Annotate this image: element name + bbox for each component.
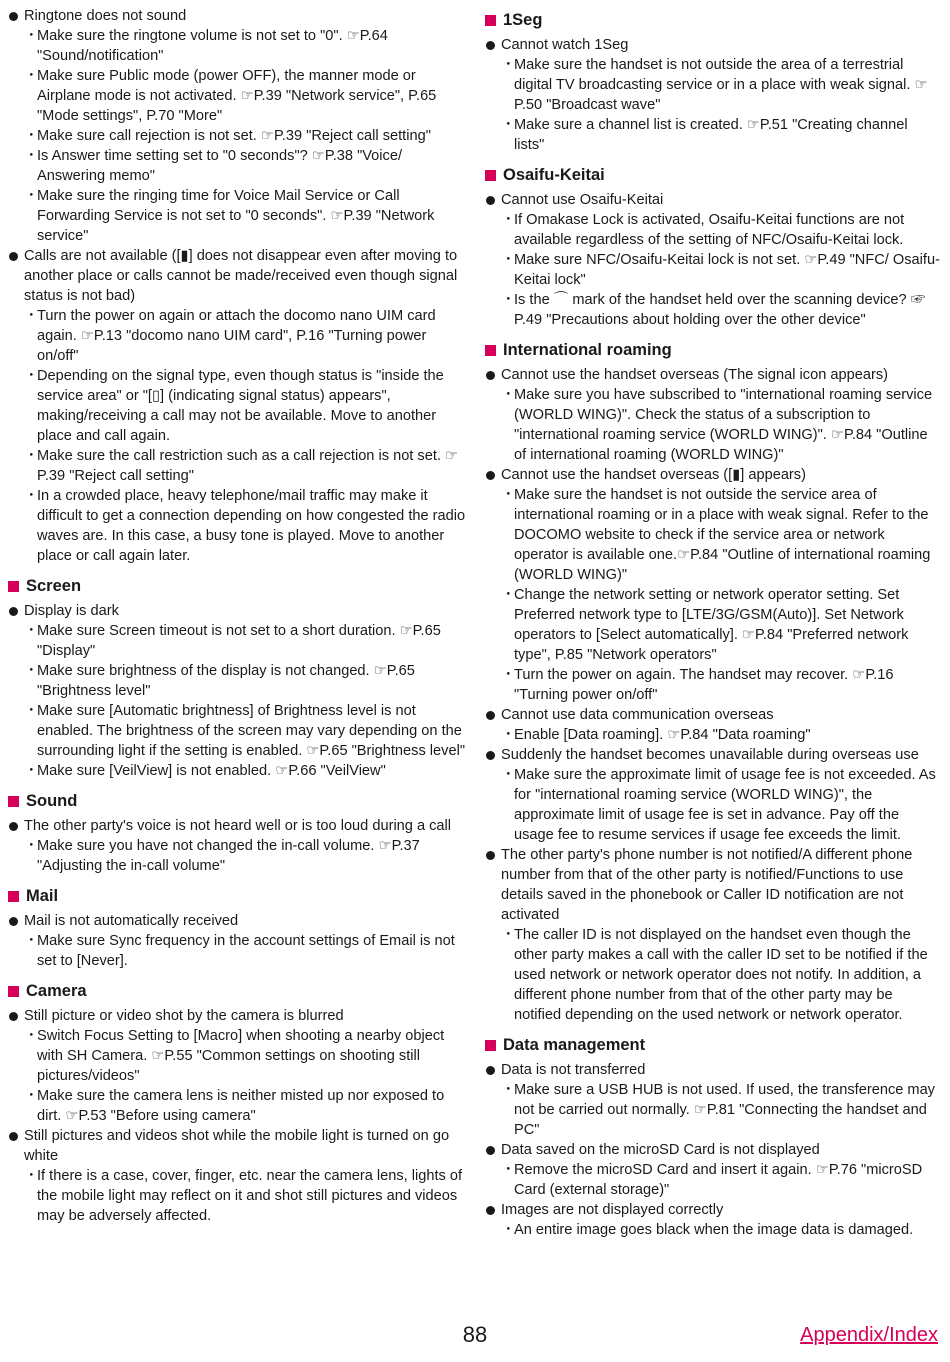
bullet-item: Cannot use data communication overseas [485, 705, 941, 725]
sub-item: ・ Make sure [VeilView] is not enabled. ☞P.66 "VeilView" [24, 763, 386, 779]
sub-item: ・ An entire image goes black when the image data is damaged. [501, 1222, 914, 1238]
square-bullet-icon [8, 986, 19, 997]
sub-item: ・ Turn the power on again or attach the docomo nano UIM card again. ☞P.13 "docomo nano UIM card", P.16 "Turning power on/off" [24, 308, 436, 364]
sub-item: ・ Make sure Screen timeout is not set to a short duration. ☞P.65 "Display" [24, 623, 441, 659]
bullet-dot-icon [9, 252, 18, 261]
bullet-item: Suddenly the handset becomes unavailable during overseas use [485, 745, 941, 765]
sub-item: ・ Is the ⌒ mark of the handset held over the scanning device? ☞P.49 "Precautions about holding over the other device" [501, 292, 926, 328]
bullet-dot-icon [9, 917, 18, 926]
section-heading: International roaming [485, 338, 941, 362]
square-bullet-icon [485, 345, 496, 356]
bullet-dot-icon [9, 822, 18, 831]
sub-item: ・ Make sure you have not changed the in-call volume. ☞P.37 "Adjusting the in-call volume" [24, 838, 420, 874]
bullet-item: Cannot watch 1Seg [485, 35, 941, 55]
square-bullet-icon [8, 581, 19, 592]
square-bullet-icon [485, 1040, 496, 1051]
sub-item: ・ Depending on the signal type, even though status is "inside the service area" or "[▯] (indicating signal status) appears", making/receiving a call may not be available. Move to another place and call again. [24, 368, 444, 444]
sub-item: ・ Make sure the handset is not outside the area of a terrestrial digital TV broadcasting service or in a place with weak signal. ☞P.50 "Broadcast wave" [501, 57, 928, 113]
right-column [485, 6, 941, 1248]
bullet-item: The other party's phone number is not notified/A different phone number from that of the other party is notified/Functions to use details saved in the phonebook or Caller ID notification are not activated [485, 845, 941, 925]
section-ringtone-calls [8, 6, 466, 566]
bullet-dot-icon [9, 607, 18, 616]
sub-item: ・ Make sure the camera lens is neither misted up nor exposed to dirt. ☞P.53 "Before using camera" [24, 1088, 445, 1124]
bullet-dot-icon [9, 12, 18, 21]
sub-item: ・ Make sure the ringing time for Voice Mail Service or Call Forwarding Service is not set to "0 seconds". ☞P.39 "Network service" [24, 188, 435, 244]
section-osaifu-keitai [485, 163, 941, 330]
bullet-item: Data is not transferred [485, 1060, 941, 1080]
section-screen [8, 574, 466, 781]
square-bullet-icon [485, 15, 496, 26]
bullet-dot-icon [486, 196, 495, 205]
bullet-item: Ringtone does not sound [8, 6, 466, 26]
sub-item: ・ Is Answer time setting set to "0 seconds"? ☞P.38 "Voice/ Answering memo" [24, 148, 403, 184]
bullet-item: Data saved on the microSD Card is not displayed [485, 1140, 941, 1160]
bullet-dot-icon [486, 751, 495, 760]
sub-item: ・ If there is a case, cover, finger, etc. near the camera lens, lights of the mobile light may reflect on it and shot still pictures and videos may be adversely affected. [24, 1168, 463, 1224]
bullet-dot-icon [486, 1206, 495, 1215]
bullet-item: Calls are not available ([▮] does not disappear even after moving to another place or calls cannot be made/received even though signal status is not bad) [8, 246, 466, 306]
square-bullet-icon [8, 796, 19, 807]
sub-item: ・ Turn the power on again. The handset may recover. ☞P.16 "Turning power on/off" [501, 667, 894, 703]
page-number: 88 [462, 1322, 488, 1347]
sub-item: ・ If Omakase Lock is activated, Osaifu-Keitai functions are not available regardless of the setting of NFC/Osaifu-Keitai lock. [501, 212, 905, 248]
sub-item: ・ Make sure a USB HUB is not used. If used, the transference may not be carried out normally. ☞P.81 "Connecting the handset and PC" [501, 1082, 935, 1138]
bullet-item: Still picture or video shot by the camera is blurred [8, 1006, 466, 1026]
section-heading: Mail [8, 884, 466, 908]
sub-item: ・ Make sure the call restriction such as a call rejection is not set. ☞P.39 "Reject call setting" [24, 448, 459, 484]
sub-item: ・ Remove the microSD Card and insert it again. ☞P.76 "microSD Card (external storage)" [501, 1162, 923, 1198]
section-camera [8, 979, 466, 1226]
bullet-dot-icon [9, 1132, 18, 1141]
sub-item: ・ Make sure the ringtone volume is not set to "0". ☞P.64 "Sound/notification" [24, 28, 388, 64]
sub-item: ・ Change the network setting or network operator setting. Set Preferred network type to [LTE/3G/GSM(Auto)]. Set Network operators to [Select automatically]. ☞P.84 "Preferred network type", P.85 "Network operators" [501, 587, 909, 663]
square-bullet-icon [8, 891, 19, 902]
sub-item: ・ The caller ID is not displayed on the handset even though the other party makes a call with the caller ID set to be notified if the used network or network operator does not notify. In addition, a different phone number from that of the other party may be notified depending on the used network or network operator. [501, 927, 928, 1023]
square-bullet-icon [485, 170, 496, 181]
bullet-item: Cannot use the handset overseas ([▮] appears) [485, 465, 941, 485]
appendix-index-link[interactable]: Appendix/Index [800, 1324, 938, 1346]
sub-item: ・ Make sure a channel list is created. ☞P.51 "Creating channel lists" [501, 117, 908, 153]
bullet-dot-icon [486, 1146, 495, 1155]
bullet-dot-icon [486, 471, 495, 480]
sub-item: ・ Make sure Sync frequency in the account settings of Email is not set to [Never]. [24, 933, 455, 969]
sub-item: ・ Make sure you have subscribed to "international roaming service (WORLD WING)". Check the status of a subscription to "international roaming service (WORLD WING)". ☞P.84 "Outline of international roaming (WORLD WING)" [501, 387, 933, 463]
bullet-dot-icon [486, 371, 495, 380]
section-heading: Osaifu-Keitai [485, 163, 941, 187]
sub-item: ・ Switch Focus Setting to [Macro] when shooting a nearby object with SH Camera. ☞P.55 "Common settings on shooting still pictures/videos" [24, 1028, 445, 1084]
bullet-item: The other party's voice is not heard well or is too loud during a call [8, 816, 466, 836]
bullet-item: Mail is not automatically received [8, 911, 466, 931]
sub-item: ・ Make sure NFC/Osaifu-Keitai lock is not set. ☞P.49 "NFC/ Osaifu-Keitai lock" [501, 252, 940, 288]
section-heading: Data management [485, 1033, 941, 1057]
bullet-dot-icon [486, 851, 495, 860]
bullet-item: Cannot use Osaifu-Keitai [485, 190, 941, 210]
bullet-item: Cannot use the handset overseas (The signal icon appears) [485, 365, 941, 385]
sub-item: ・ In a crowded place, heavy telephone/mail traffic may make it difficult to get a connection depending on how congested the radio waves are. In this case, a busy tone is played. Move to another place or call again later. [24, 488, 466, 564]
bullet-dot-icon [9, 1012, 18, 1021]
sub-item: ・ Make sure the handset is not outside the service area of international roaming or in a place with weak signal. Refer to the DOCOMO website to check if the service area or network operator is available one.☞P.84 "Outline of international roaming (WORLD WING)" [501, 487, 931, 583]
sub-item: ・ Enable [Data roaming]. ☞P.84 "Data roaming" [501, 727, 811, 743]
bullet-item: Display is dark [8, 601, 466, 621]
bullet-item: Still pictures and videos shot while the mobile light is turned on go white [8, 1126, 466, 1166]
sub-item: ・ Make sure [Automatic brightness] of Brightness level is not enabled. The brightness of the screen may vary depending on the surrounding light if the setting is enabled. ☞P.65 "Brightness level" [24, 703, 465, 759]
section-mail [8, 884, 466, 971]
bullet-dot-icon [486, 41, 495, 50]
sub-item: ・ Make sure call rejection is not set. ☞P.39 "Reject call setting" [24, 128, 431, 144]
section-heading: Sound [8, 789, 466, 813]
section-international-roaming [485, 338, 941, 1025]
sub-item: ・ Make sure brightness of the display is not changed. ☞P.65 "Brightness level" [24, 663, 415, 699]
section-heading: Screen [8, 574, 466, 598]
sub-item: ・ Make sure the approximate limit of usage fee is not exceeded. As for "international roaming service (WORLD WING)", the approximate limit of usage fee is set in advance. Pay off the usage fee to resume services if usage fee exceeds the limit. [501, 767, 936, 843]
bullet-item: Images are not displayed correctly [485, 1200, 941, 1220]
section-1seg [485, 8, 941, 155]
left-column [8, 6, 466, 1234]
section-data-management [485, 1033, 941, 1240]
section-sound [8, 789, 466, 876]
bullet-dot-icon [486, 1066, 495, 1075]
section-heading: 1Seg [485, 8, 941, 32]
bullet-dot-icon [486, 711, 495, 720]
section-heading: Camera [8, 979, 466, 1003]
sub-item: ・ Make sure Public mode (power OFF), the manner mode or Airplane mode is not activated. ☞P.39 "Network service", P.65 "Mode settings", P.70 "More" [24, 68, 437, 124]
